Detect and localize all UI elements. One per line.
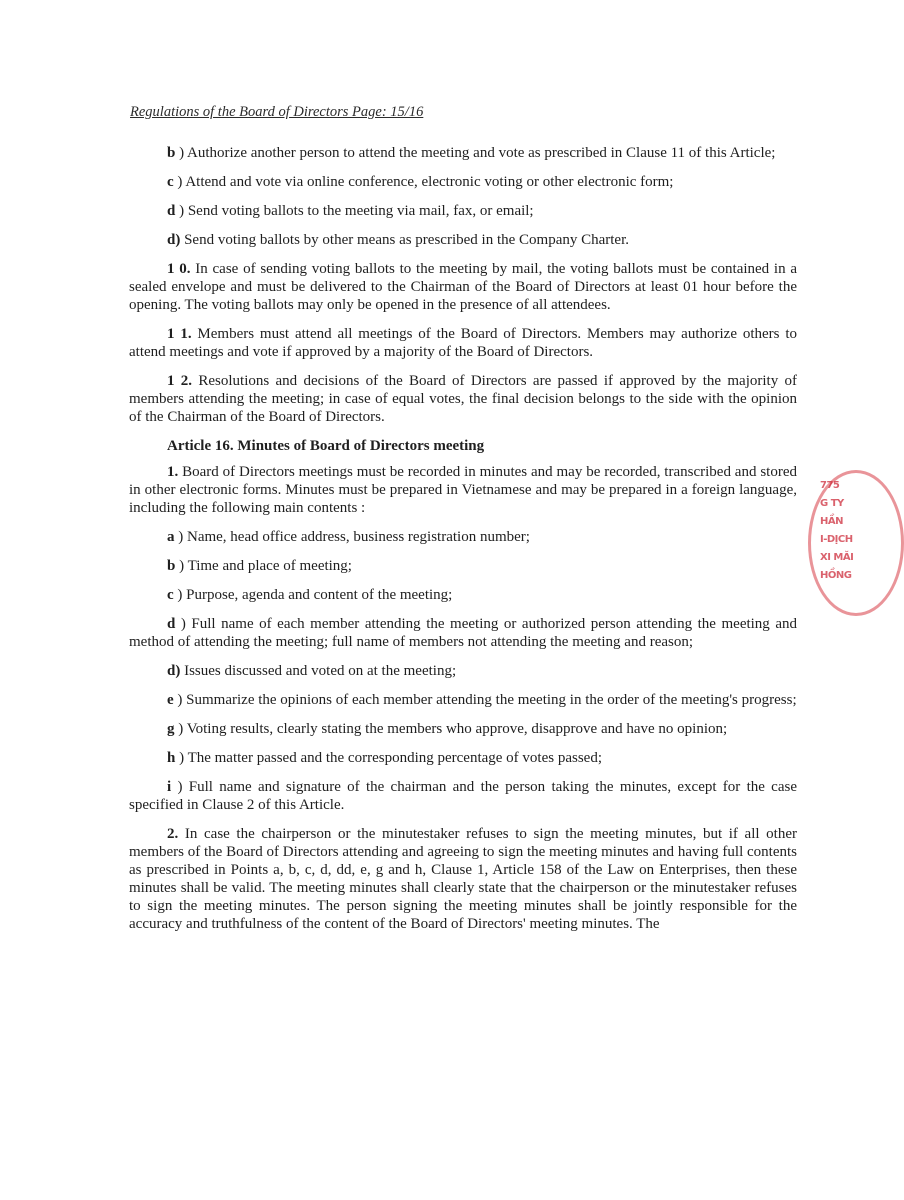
stamp-text: G TY (820, 498, 844, 509)
paragraph-text: Send voting ballots by other means as prescribed in the Company Charter. (180, 232, 630, 248)
paragraph (129, 372, 797, 426)
paragraph-text: ) Purpose, agenda and content of the meeting; (173, 587, 453, 603)
paragraph-lead: b (167, 145, 176, 161)
paragraph-text: ) Full name of each member attending the meeting or authorized person attending the meeting and method of attending the meeting; full name of members not attending the meeting and reason; (129, 616, 797, 650)
article-heading: Article 16. Minutes of Board of Directors meeting (167, 438, 485, 454)
paragraph (129, 825, 797, 933)
paragraph-lead: i (167, 779, 172, 795)
paragraph-lead: 2. (167, 826, 179, 842)
paragraph (129, 231, 797, 249)
document-body (129, 144, 797, 944)
stamp-text: HẦN (820, 516, 843, 527)
paragraph (129, 749, 797, 767)
paragraph-lead: 1 2. (167, 373, 193, 389)
paragraph (129, 325, 797, 361)
paragraph (129, 173, 797, 191)
paragraph-text: ) Send voting ballots to the meeting via mail, fax, or email; (175, 203, 534, 219)
paragraph-text: ) Authorize another person to attend the meeting and vote as prescribed in Clause 11 of this Article; (175, 145, 776, 161)
paragraph-lead: g (167, 721, 175, 737)
paragraph-lead: h (167, 750, 176, 766)
paragraph-text: ) Attend and vote via online conference, electronic voting or other electronic form; (173, 174, 674, 190)
paragraph-lead: 1. (167, 464, 179, 480)
paragraph (129, 260, 797, 314)
paragraph-text: In case the chairperson or the minutestaker refuses to sign the meeting minutes, but if all other members of the Board of Directors attending and agreeing to sign the meeting minutes and having full contents as prescribed in Points a, b, c, d, dd, e, g and h, Clause 1, Article 158 of the Law on Enterprises, then these minutes shall be valid. The meeting minutes shall clearly state that the chairperson or the minutestaker refuses to sign the meeting minutes. The person signing the meeting minutes shall be jointly responsible for the accuracy and truthfulness of the content of the Board of Directors' meeting minutes. The (129, 826, 797, 932)
company-seal-stamp (802, 462, 882, 622)
paragraph-group-2 (129, 463, 797, 933)
paragraph-lead: d) (167, 663, 181, 679)
stamp-text: I-DỊCH (820, 534, 853, 545)
stamp-text: HỒNG (820, 570, 852, 581)
paragraph-text: Board of Directors meetings must be recorded in minutes and may be recorded, transcribed and stored in other electronic forms. Minutes must be prepared in Vietnamese and may be prepared in a foreign language, including the following main contents : (129, 464, 797, 516)
paragraph-lead: d (167, 203, 176, 219)
paragraph-text: Members must attend all meetings of the Board of Directors. Members may authorize others to attend meetings and vote if approved by a majority of the Board of Directors. (129, 326, 797, 360)
paragraph (129, 144, 797, 162)
paragraph-text: ) Voting results, clearly stating the members who approve, disapprove and have no opinion; (174, 721, 728, 737)
paragraph-lead: e (167, 692, 174, 708)
stamp-text: XI MĂI (820, 552, 854, 563)
paragraph-text: ) Full name and signature of the chairman and the person taking the minutes, except for the case specified in Clause 2 of this Article. (129, 779, 797, 813)
paragraph-lead: a (167, 529, 175, 545)
stamp-text: 775 (820, 480, 840, 491)
paragraph (129, 586, 797, 604)
paragraph-text: ) Name, head office address, business registration number; (174, 529, 530, 545)
paragraph-text: ) The matter passed and the corresponding percentage of votes passed; (175, 750, 603, 766)
paragraph-lead: d (167, 616, 176, 632)
paragraph (129, 202, 797, 220)
paragraph-text: In case of sending voting ballots to the meeting by mail, the voting ballots must be contained in a sealed envelope and must be delivered to the Chairman of the Board of Directors at least 01 hour before the opening. The voting ballots may only be opened in the presence of all attendees. (129, 261, 798, 313)
paragraph-lead: 1 1. (167, 326, 192, 342)
paragraph (129, 662, 797, 680)
paragraph-text: ) Time and place of meeting; (175, 558, 352, 574)
paragraph (129, 463, 797, 517)
paragraph-text: ) Summarize the opinions of each member attending the meeting in the order of the meeting's progress; (173, 692, 797, 708)
paragraph-lead: d) (167, 232, 181, 248)
paragraph-lead: c (167, 587, 174, 603)
paragraph (129, 615, 797, 651)
paragraph (129, 691, 797, 709)
paragraph-group-1 (129, 144, 797, 426)
paragraph-lead: b (167, 558, 176, 574)
paragraph-text: Resolutions and decisions of the Board of Directors are passed if approved by the majority of members attending the meeting; in case of equal votes, the final decision belongs to the side with the opinion of the Chairman of the Board of Directors. (129, 373, 797, 425)
paragraph (129, 528, 797, 546)
paragraph-lead: c (167, 174, 174, 190)
paragraph-text: Issues discussed and voted on at the meeting; (180, 663, 457, 679)
paragraph (129, 720, 797, 738)
paragraph-lead: 1 0. (167, 261, 191, 277)
page-header: Regulations of the Board of Directors Page: 15/16 (130, 104, 424, 120)
paragraph (129, 557, 797, 575)
paragraph (129, 778, 797, 814)
